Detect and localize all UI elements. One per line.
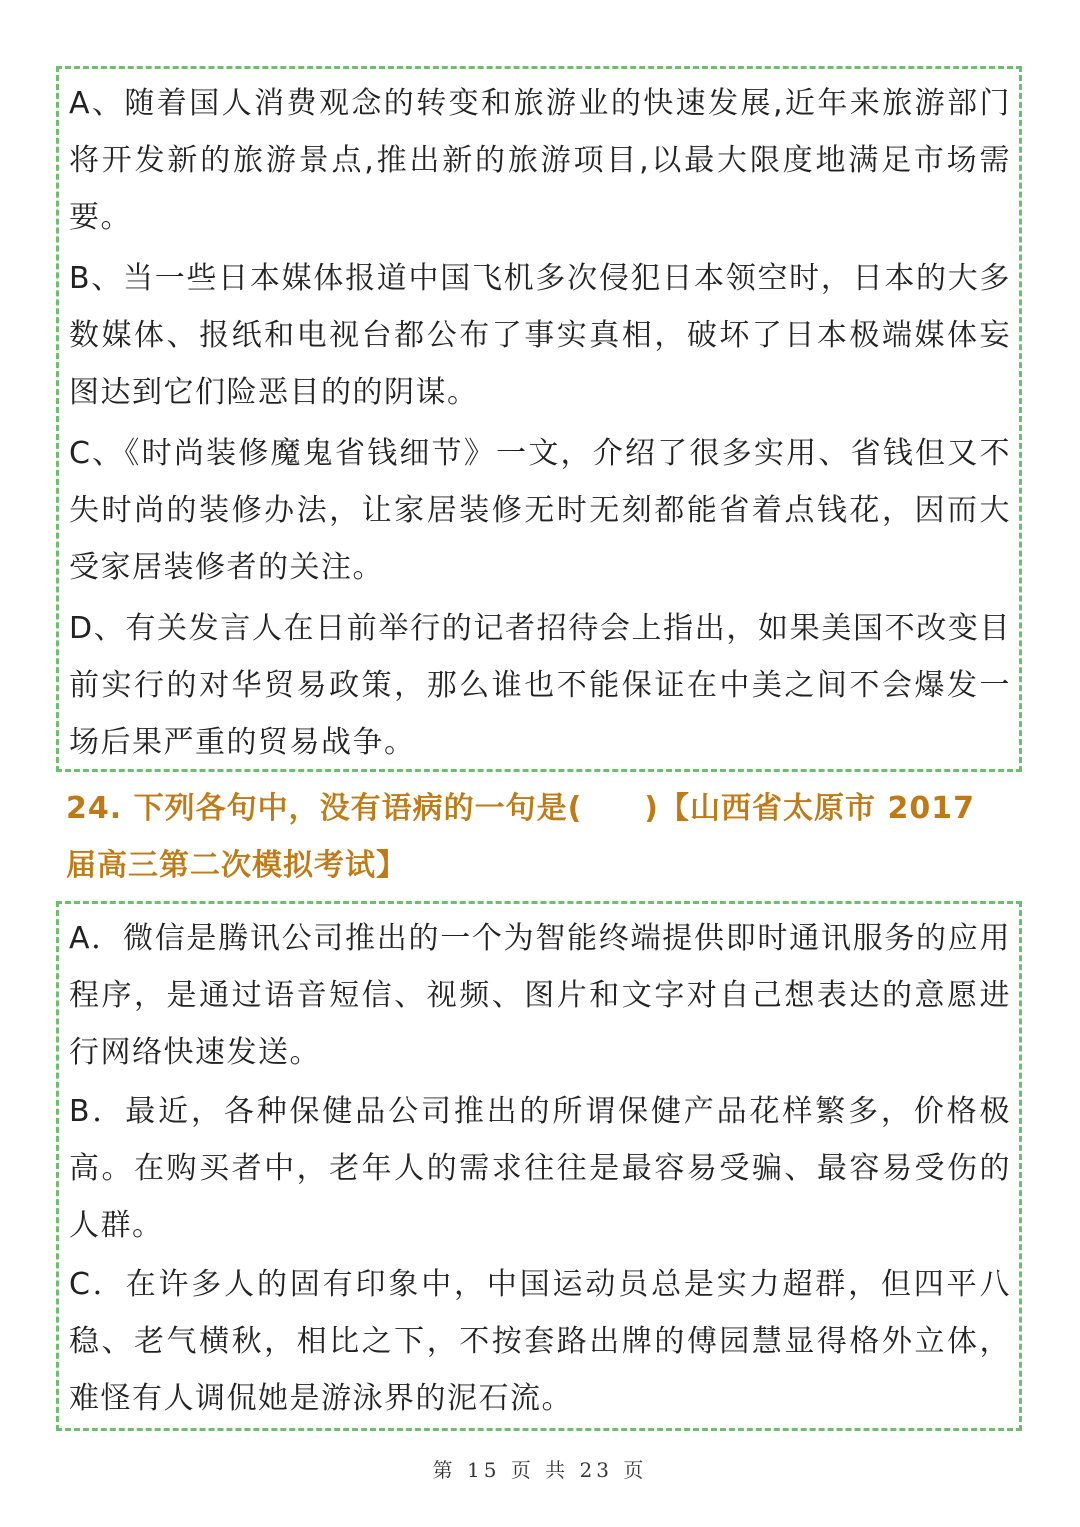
q24-option-a: A．微信是腾讯公司推出的一个为智能终端提供即时通讯服务的应用程序，是通过语音短信、视频、图片和文字对自己想表达的意愿进行网络快速发送。 <box>69 921 1011 1070</box>
option-c: C、《时尚装修魔鬼省钱细节》一文，介绍了很多实用、省钱但又不失时尚的装修办法，让家居装修无时无刻都能省着点钱花，因而大受家居装修者的关注。 <box>69 436 1011 585</box>
option-b: B、当一些日本媒体报道中国飞机多次侵犯日本领空时，日本的大多数媒体、报纸和电视台都公布了事实真相，破坏了日本极端媒体妄图达到它们险恶目的的阴谋。 <box>69 261 1011 410</box>
q24-option-c: C．在许多人的固有印象中，中国运动员总是实力超群，但四平八稳、老气横秋，相比之下，不按套路出牌的傅园慧显得格外立体，难怪有人调侃她是游泳界的泥石流。 <box>69 1267 1011 1416</box>
previous-options-box <box>56 66 1022 772</box>
option-d: D、有关发言人在日前举行的记者招待会上指出，如果美国不改变目前实行的对华贸易政策，那么谁也不能保证在中美之间不会爆发一场后果严重的贸易战争。 <box>69 611 1011 760</box>
q24-option-b: B．最近，各种保健品公司推出的所谓保健产品花样繁多，价格极高。在购买者中，老年人的需求往往是最容易受骗、最容易受伤的人群。 <box>69 1094 1011 1243</box>
option-a: A、随着国人消费观念的转变和旅游业的快速发展,近年来旅游部门将开发新的旅游景点,推出新的旅游项目,以最大限度地满足市场需要。 <box>69 86 1011 235</box>
question-24-stem: 24. 下列各句中，没有语病的一句是( )【山西省太原市 2017 届高三第二次模拟考试】 <box>66 791 975 883</box>
question-24-options-box <box>56 901 1022 1431</box>
page-number: 第 15 页 共 23 页 <box>432 1458 648 1482</box>
